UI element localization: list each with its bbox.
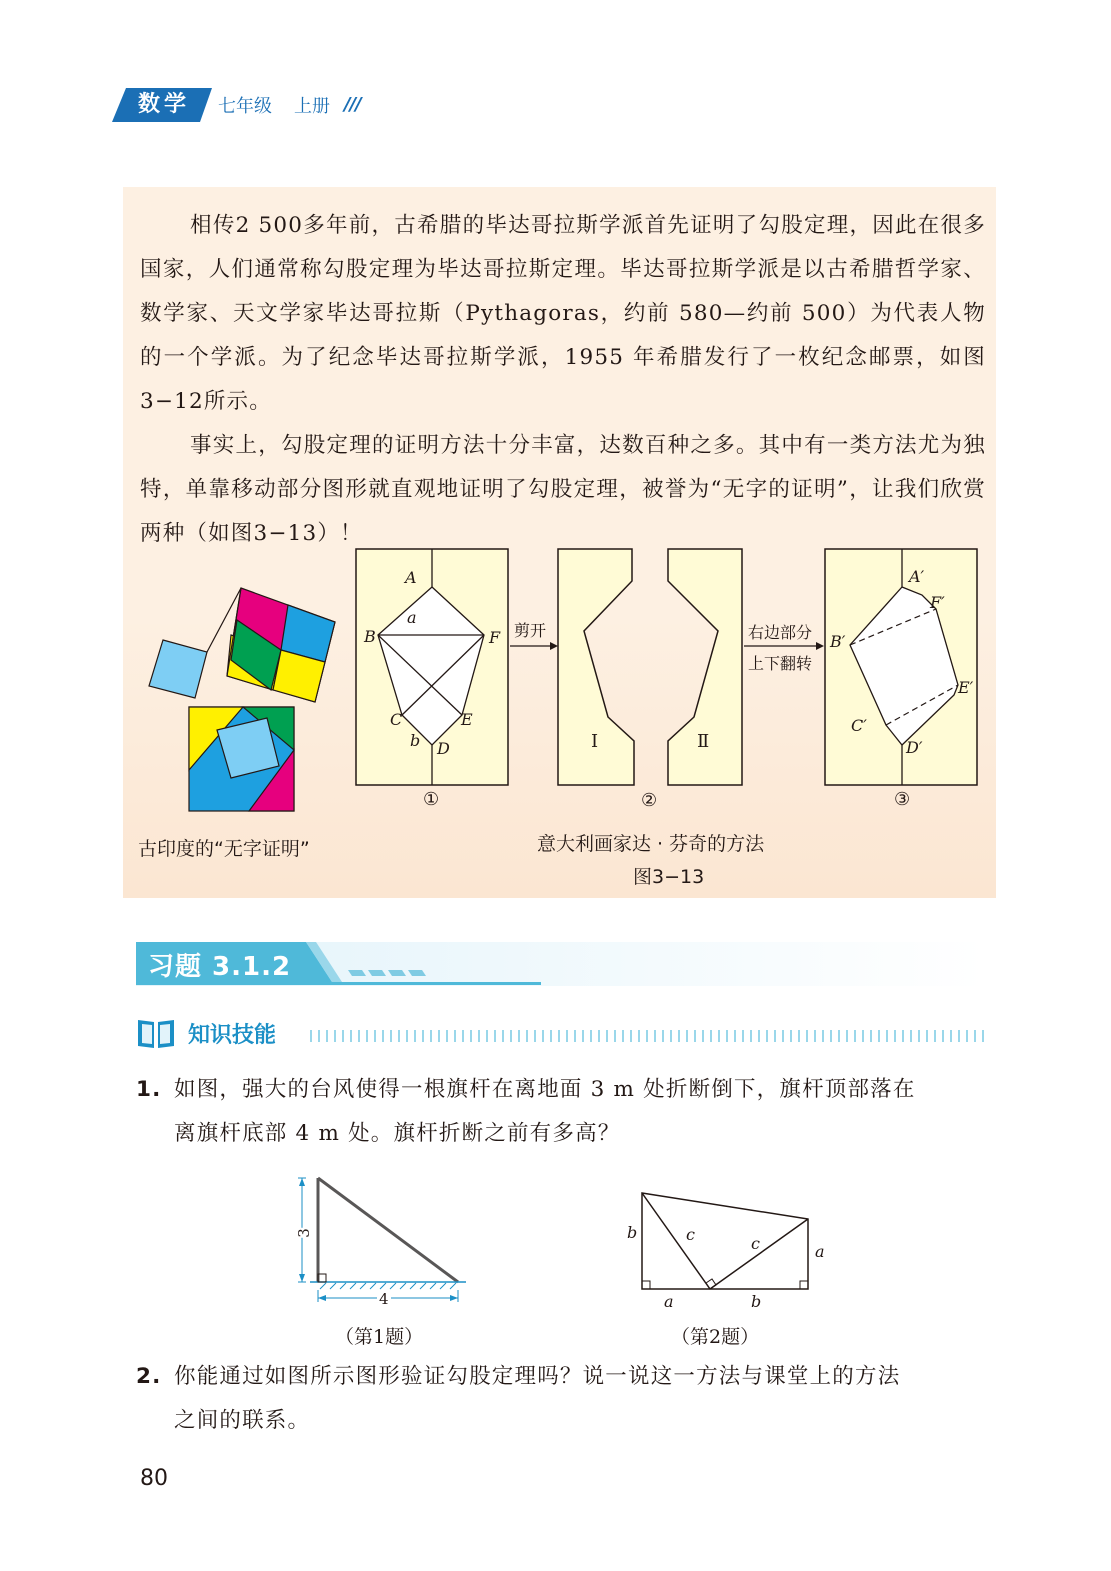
point-D: D	[437, 739, 450, 758]
point-C-prime: C′	[851, 716, 867, 735]
section-divider	[310, 1030, 986, 1042]
davinci-caption: 意大利画家达 · 芬奇的方法	[537, 833, 765, 855]
davinci-figure	[350, 545, 990, 820]
question-2-line2: 之间的联系。	[174, 1408, 311, 1433]
figure-2-label-a-right: a	[815, 1242, 825, 1261]
figure-1-label-3: 3	[294, 1228, 313, 1238]
exercise-title: 习题 3.1.2	[148, 952, 292, 982]
davinci-panel-2	[558, 549, 742, 785]
point-E: E	[461, 710, 473, 729]
piece-I-label: Ⅰ	[591, 731, 599, 752]
point-E-prime: E′	[958, 678, 974, 697]
header-volume: 上册	[294, 96, 330, 117]
point-C: C	[390, 710, 403, 729]
panel-1-label: ①	[423, 789, 440, 810]
question-2-number: 2.	[136, 1364, 162, 1389]
point-a: a	[407, 608, 417, 627]
header-subject: 数学	[137, 92, 190, 117]
big-square-hypotenuse	[227, 588, 335, 702]
point-b: b	[410, 731, 421, 750]
point-F: F	[489, 628, 501, 647]
point-F-prime: F′	[930, 593, 945, 612]
figure-label: 图3−13	[633, 866, 705, 888]
section-knowledge-skills: 知识技能	[188, 1023, 277, 1048]
figure-1-caption: （第1题）	[335, 1326, 424, 1348]
small-square	[149, 640, 207, 698]
question-1-number: 1.	[136, 1077, 162, 1102]
header-slashes: ///	[344, 94, 361, 115]
book-icon	[136, 1016, 176, 1050]
figure-2-trapezoid	[630, 1185, 830, 1295]
header-grade: 七年级	[218, 96, 272, 117]
figure-2-label-b-left: b	[627, 1223, 638, 1242]
point-A-prime: A′	[909, 567, 925, 586]
point-A: A	[405, 568, 417, 587]
piece-II-label: Ⅱ	[697, 731, 710, 752]
question-1-line1: 如图，强大的台风使得一根旗杆在离地面 3 m 处折断倒下，旗杆顶部落在	[174, 1077, 916, 1102]
bottom-square	[189, 707, 294, 811]
figure-2-caption: （第2题）	[671, 1326, 760, 1348]
point-B: B	[364, 627, 376, 646]
indian-proof-figure	[145, 580, 345, 815]
question-2-line1: 你能通过如图所示图形验证勾股定理吗？说一说这一方法与课堂上的方法	[174, 1364, 901, 1389]
davinci-panel-3	[825, 549, 977, 785]
figure-2-label-c1: c	[686, 1225, 695, 1244]
question-2	[136, 1355, 986, 1443]
india-caption: 古印度的“无字证明”	[138, 838, 310, 860]
figure-2-label-c2: c	[751, 1234, 760, 1253]
page-number: 80	[140, 1466, 168, 1491]
reading-paragraph-2: 事实上，勾股定理的证明方法十分丰富，达数百种之多。其中有一类方法尤为独特，单靠移动部分图形就直观地证明了勾股定理，被誉为“无字的证明”，让我们欣赏两种（如图3−13）！	[140, 433, 986, 546]
reading-paragraph-1: 相传2 500多年前，古希腊的毕达哥拉斯学派首先证明了勾股定理，因此在很多国家，人们通常称勾股定理为毕达哥拉斯定理。毕达哥拉斯学派是以古希腊哲学家、数学家、天文学家毕达哥拉斯（Pythagoras，约前 580—约前 500）为代表人物的一个学派。为了纪念毕达哥拉斯学派，1955 年希腊发行了一枚纪念邮票，如图3−12所示。	[140, 213, 986, 414]
figure-2-label-b-bottom: b	[751, 1292, 762, 1311]
figure-1-flagpole	[290, 1170, 480, 1305]
arrow-2-label-line2: 上下翻转	[748, 654, 813, 673]
panel-2-label: ②	[641, 790, 658, 811]
question-1-line2: 离旗杆底部 4 m 处。旗杆折断之前有多高？	[174, 1121, 621, 1146]
davinci-panel-1	[356, 549, 508, 785]
arrow-1-label: 剪开	[514, 621, 547, 640]
panel-3-label: ③	[894, 789, 911, 810]
point-D-prime: D′	[906, 738, 923, 757]
point-B-prime: B′	[830, 632, 846, 651]
question-1	[136, 1068, 986, 1156]
figure-1-label-4: 4	[379, 1290, 389, 1308]
figure-2-label-a-bottom: a	[664, 1292, 674, 1311]
arrow-2-label-line1: 右边部分	[748, 623, 813, 642]
